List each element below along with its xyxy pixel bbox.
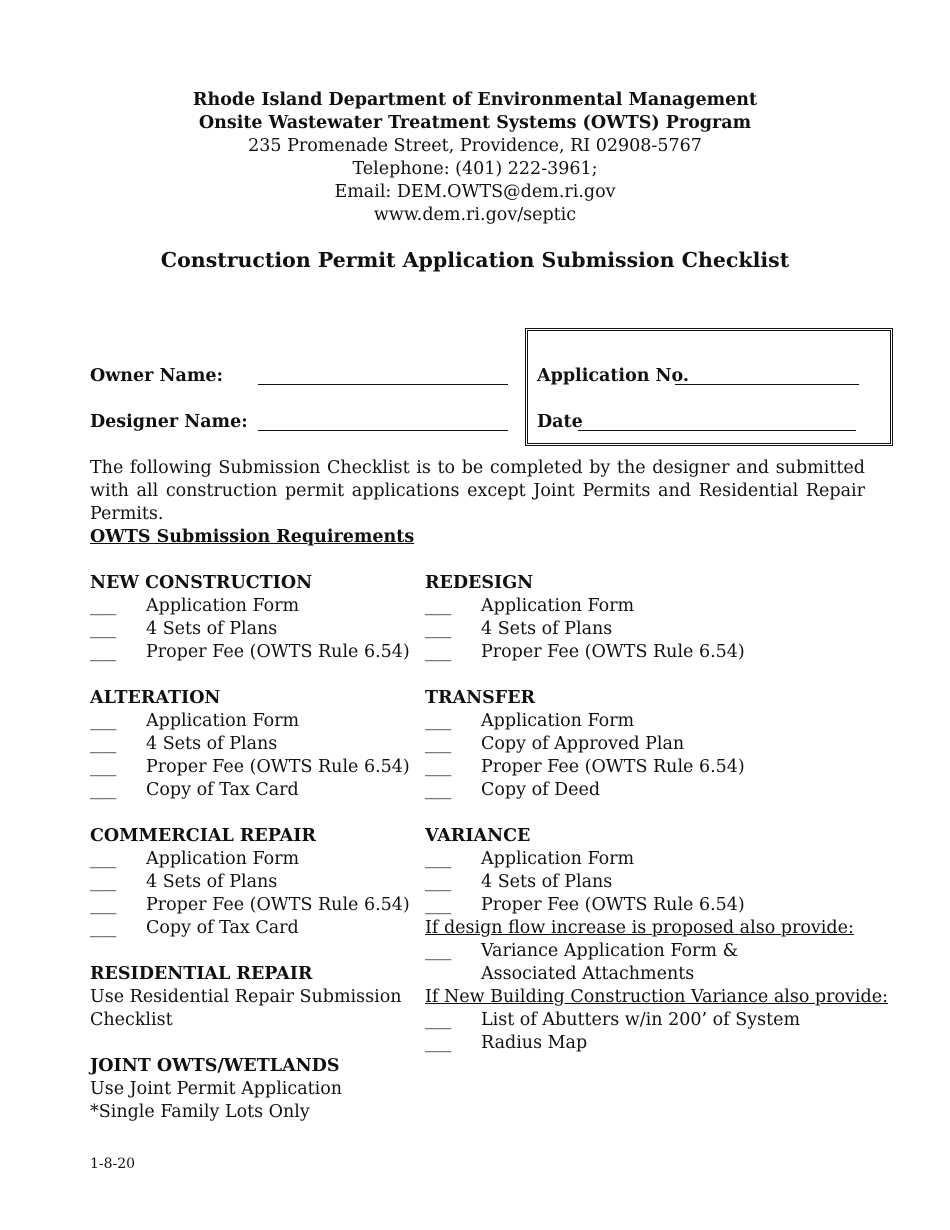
joint-note-line: Use Joint Permit Application: [90, 1079, 343, 1099]
checklist-item[interactable]: [425, 871, 888, 894]
check-blank[interactable]: ___: [425, 619, 452, 639]
checklist-item[interactable]: [425, 618, 888, 641]
checklist-item[interactable]: [90, 756, 410, 779]
section-title-joint-owts-wetlands: JOINT OWTS/WETLANDS: [90, 1056, 340, 1076]
check-blank[interactable]: ___: [425, 872, 452, 892]
section-title-redesign: REDESIGN: [425, 573, 534, 593]
program-name: Onsite Wastewater Treatment Systems (OWTS) Program: [198, 113, 752, 133]
check-blank[interactable]: ___: [90, 895, 117, 915]
item-label: 4 Sets of Plans: [146, 734, 278, 754]
check-blank[interactable]: ___: [425, 1010, 452, 1030]
checklist-item[interactable]: [90, 848, 402, 871]
checklist-item[interactable]: [90, 710, 402, 733]
checklist-item[interactable]: [425, 848, 888, 871]
item-label: 4 Sets of Plans: [481, 619, 613, 639]
checklist-item[interactable]: [425, 710, 888, 733]
item-label: Copy of Tax Card: [146, 918, 299, 938]
check-blank[interactable]: ___: [425, 642, 452, 662]
item-label: Proper Fee (OWTS Rule 6.54): [481, 895, 745, 915]
check-blank[interactable]: ___: [425, 734, 452, 754]
checklist-item[interactable]: [425, 894, 888, 917]
item-label: Proper Fee (OWTS Rule 6.54): [146, 895, 410, 915]
agency-header: [0, 89, 950, 227]
section-title-new-construction: NEW CONSTRUCTION: [90, 573, 313, 593]
item-label: Application Form: [481, 849, 635, 869]
check-blank[interactable]: ___: [90, 734, 117, 754]
item-label: Copy of Approved Plan: [481, 734, 685, 754]
item-label: Application Form: [146, 849, 300, 869]
check-blank[interactable]: ___: [90, 619, 117, 639]
application-number-label: Application No.: [537, 366, 690, 386]
check-blank[interactable]: ___: [90, 757, 117, 777]
item-label: Associated Attachments: [481, 964, 695, 984]
checklist-item[interactable]: [425, 779, 888, 802]
checklist-item[interactable]: [90, 618, 402, 641]
item-label: Application Form: [481, 711, 635, 731]
document-title: Construction Permit Application Submission Checklist: [160, 248, 790, 272]
left-column: [90, 572, 410, 1124]
section-title-transfer: TRANSFER: [425, 688, 536, 708]
checklist-item[interactable]: [425, 1009, 888, 1032]
section-title-alteration: ALTERATION: [90, 688, 221, 708]
checklist-item[interactable]: [425, 1032, 888, 1055]
checklist-item[interactable]: [425, 595, 888, 618]
date-field[interactable]: [578, 430, 856, 431]
item-label: 4 Sets of Plans: [146, 872, 278, 892]
item-label: Proper Fee (OWTS Rule 6.54): [481, 642, 745, 662]
instructions-paragraph: The following Submission Checklist is to be completed by the designer and submitted with all construction permit applications except Joint Permits and Residential Repair Permits.: [90, 458, 865, 524]
checklist-item[interactable]: [90, 595, 402, 618]
agency-address: 235 Promenade Street, Providence, RI 02908-5767: [248, 136, 702, 156]
owner-name-field[interactable]: [258, 384, 508, 385]
item-label: Variance Application Form &: [481, 941, 739, 961]
checklist-item[interactable]: [90, 641, 410, 664]
new-building-note: If New Building Construction Variance also provide:: [425, 987, 888, 1007]
agency-website: www.dem.ri.gov/septic: [373, 205, 577, 225]
check-blank[interactable]: ___: [425, 711, 452, 731]
item-label: Proper Fee (OWTS Rule 6.54): [481, 757, 745, 777]
checklist-item[interactable]: [90, 917, 402, 940]
checklist-item[interactable]: [90, 779, 402, 802]
item-label: Proper Fee (OWTS Rule 6.54): [146, 642, 410, 662]
date-label: Date: [537, 412, 583, 432]
check-blank[interactable]: ___: [90, 918, 117, 938]
check-blank[interactable]: ___: [425, 895, 452, 915]
section-title-residential-repair: RESIDENTIAL REPAIR: [90, 964, 313, 984]
section-title-commercial-repair: COMMERCIAL REPAIR: [90, 826, 316, 846]
check-blank[interactable]: ___: [90, 596, 117, 616]
designer-name-label: Designer Name:: [90, 412, 248, 432]
item-label: Copy of Tax Card: [146, 780, 299, 800]
checklist-item[interactable]: [90, 871, 402, 894]
revision-date: 1-8-20: [90, 1156, 136, 1172]
agency-name: Rhode Island Department of Environmental Management: [192, 90, 758, 110]
item-label: Application Form: [146, 711, 300, 731]
owner-name-label: Owner Name:: [90, 366, 223, 386]
item-label: Proper Fee (OWTS Rule 6.54): [146, 757, 410, 777]
check-blank[interactable]: ___: [425, 757, 452, 777]
check-blank[interactable]: ___: [425, 849, 452, 869]
agency-email: Email: DEM.OWTS@dem.ri.gov: [334, 182, 616, 202]
application-number-field[interactable]: [675, 384, 859, 385]
item-label: List of Abutters w/in 200’ of System: [481, 1010, 801, 1030]
checklist-item[interactable]: [90, 733, 402, 756]
item-label: 4 Sets of Plans: [481, 872, 613, 892]
check-blank[interactable]: ___: [90, 780, 117, 800]
item-label: Application Form: [481, 596, 635, 616]
check-blank[interactable]: ___: [425, 780, 452, 800]
residential-repair-note-line: Use Residential Repair Submission: [90, 987, 402, 1007]
agency-telephone: Telephone: (401) 222-3961;: [352, 159, 598, 179]
check-blank[interactable]: ___: [90, 849, 117, 869]
item-label: Radius Map: [481, 1033, 588, 1053]
item-label: Application Form: [146, 596, 300, 616]
checklist-item[interactable]: [425, 940, 888, 963]
checklist-item[interactable]: [425, 756, 888, 779]
section-title-variance: VARIANCE: [425, 826, 531, 846]
check-blank[interactable]: ___: [425, 596, 452, 616]
item-label: Copy of Deed: [481, 780, 601, 800]
right-column: [425, 572, 888, 1055]
check-blank[interactable]: ___: [425, 941, 452, 961]
checklist-item-continuation: [425, 963, 888, 986]
checklist-item[interactable]: [90, 894, 410, 917]
joint-note-line: *Single Family Lots Only: [90, 1102, 310, 1122]
designer-name-field[interactable]: [258, 430, 508, 431]
check-blank[interactable]: ___: [90, 642, 117, 662]
check-blank[interactable]: ___: [425, 1033, 452, 1053]
check-blank[interactable]: ___: [90, 711, 117, 731]
checklist-item[interactable]: [425, 641, 888, 664]
check-blank[interactable]: ___: [90, 872, 117, 892]
requirements-heading: OWTS Submission Requirements: [90, 527, 415, 547]
residential-repair-note-line: Checklist: [90, 1010, 173, 1030]
design-flow-note: If design flow increase is proposed also provide:: [425, 918, 854, 938]
item-label: 4 Sets of Plans: [146, 619, 278, 639]
checklist-item[interactable]: [425, 733, 888, 756]
